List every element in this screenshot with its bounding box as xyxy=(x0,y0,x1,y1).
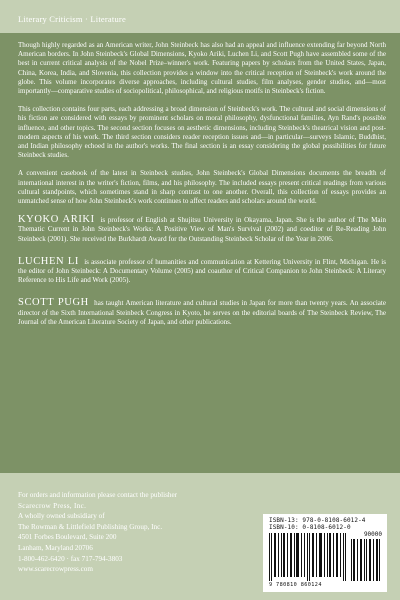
price-code: 90000 xyxy=(363,531,382,538)
website[interactable]: www.scarecrowpress.com xyxy=(18,565,93,574)
barcode-digits: 9 780810 860124 xyxy=(269,582,322,588)
author-name: KYOKO ARIKI xyxy=(18,214,95,226)
blurb-paragraph: This collection contains four parts, each addressing a broad dimension of Steinbeck's work. The cultural and social dimensions of his fiction are considered with essays by prominent scholars on moral philosophy, dysfunctional families, Ayn Rand's possible influence, and other topics. The second section focuses on aesthetic dimensions, including Steinbeck's theatrical vision and post-modern aspects of his work. The third section considers reader reception issues and—in particular—surveys Islamic, Buddhist, and Indian philosophy echoed in the author's works. The final section is an essay considering the global possibilities for future Steinbeck studies. xyxy=(18,105,386,160)
barcode-bars-icon xyxy=(269,533,349,581)
city-address: Lanham, Maryland 20706 xyxy=(18,543,93,552)
category-label: Literary Criticism · Literature xyxy=(18,14,126,24)
author-bio xyxy=(18,257,386,286)
author-name: SCOTT PUGH xyxy=(18,297,89,309)
parent-company: The Rowman & Littlefield Publishing Group, Inc. xyxy=(18,522,163,531)
publisher-info xyxy=(18,490,298,575)
author-bio-text: has taught American literature and cultural studies in Japan for more than twenty years. An associate director of the Sixth International Steinbeck Congress in Kyoto, he serves on the editorial boards of The Steinbeck Review, The Journal of the American Literature Society of Japan, and other publications. xyxy=(18,299,386,326)
author-bio xyxy=(18,215,386,244)
isbn-barcode xyxy=(263,514,387,592)
description-content xyxy=(18,41,386,327)
street-address: 4501 Forbes Boulevard, Suite 200 xyxy=(18,533,117,542)
price-barcode-icon xyxy=(351,539,381,581)
author-bio-text: is professor of English at Shujitsu University in Okayama, Japan. She is the author of The Main Thematic Current in John Steinbeck's Works: A Positive View of Man's Survival (2002) and coeditor of Re-Reading John Steinbeck (2001). She received the Burkhardt Award for the Outstanding Steinbeck Scholar of the Year in 2006. xyxy=(18,216,386,243)
author-name: LUCHEN LI xyxy=(18,255,79,267)
author-bio-text: is associate professor of humanities and communication at Kettering University in Flint, Michigan. He is the editor of John Steinbeck: A Documentary Volume (2005) and coauthor of Critical Companion to John Steinbeck: A Literary Reference to His Life and Work (2005). xyxy=(18,257,386,285)
publisher-name: Scarecrow Press, Inc. xyxy=(18,501,87,510)
isbn13-text: ISBN-13: 978-0-8108-6012-4 xyxy=(269,517,366,524)
description-panel xyxy=(0,33,400,473)
subsidiary-line: A wholly owned subsidiary of xyxy=(18,512,105,521)
author-bio xyxy=(18,298,386,327)
order-intro: For orders and information please contact the publisher xyxy=(18,491,178,499)
blurb-paragraph: A convenient casebook of the latest in Steinbeck studies, John Steinbeck's Global Dimensions documents the breadth of international interest in the writer's fiction, films, and his philosophy. The included essays present critical readings from various cultural standpoints, which sometimes stand in sharp contrast to one another. Overall, this collection of essays provides an unmatched sense of how John Steinbeck's work continues to affect readers and scholars around the world. xyxy=(18,169,386,206)
phone-fax: 1-800-462-6420 · fax 717-794-3803 xyxy=(18,554,123,563)
blurb-paragraph: Though highly regarded as an American writer, John Steinbeck has also had an appeal and influence extending far beyond North American borders. In John Steinbeck's Global Dimensions, Kyoko Ariki, Luchen Li, and Scott Pugh have assembled some of the best in current critical analysis of the Nobel Prize–winner's work. Featuring papers by scholars from the United States, Japan, China, Korea, India, and Slovenia, this collection provides a window into the critical reception of Steinbeck's work around the globe. This volume incorporates diverse approaches, including cultural studies, film analyses, gender studies, and—most importantly—comparative studies of sociopolitical, philosophical, and religious motifs in Steinbeck's fiction. xyxy=(18,41,386,96)
isbn10-text: ISBN-10: 0-8108-6012-0 xyxy=(269,524,351,531)
